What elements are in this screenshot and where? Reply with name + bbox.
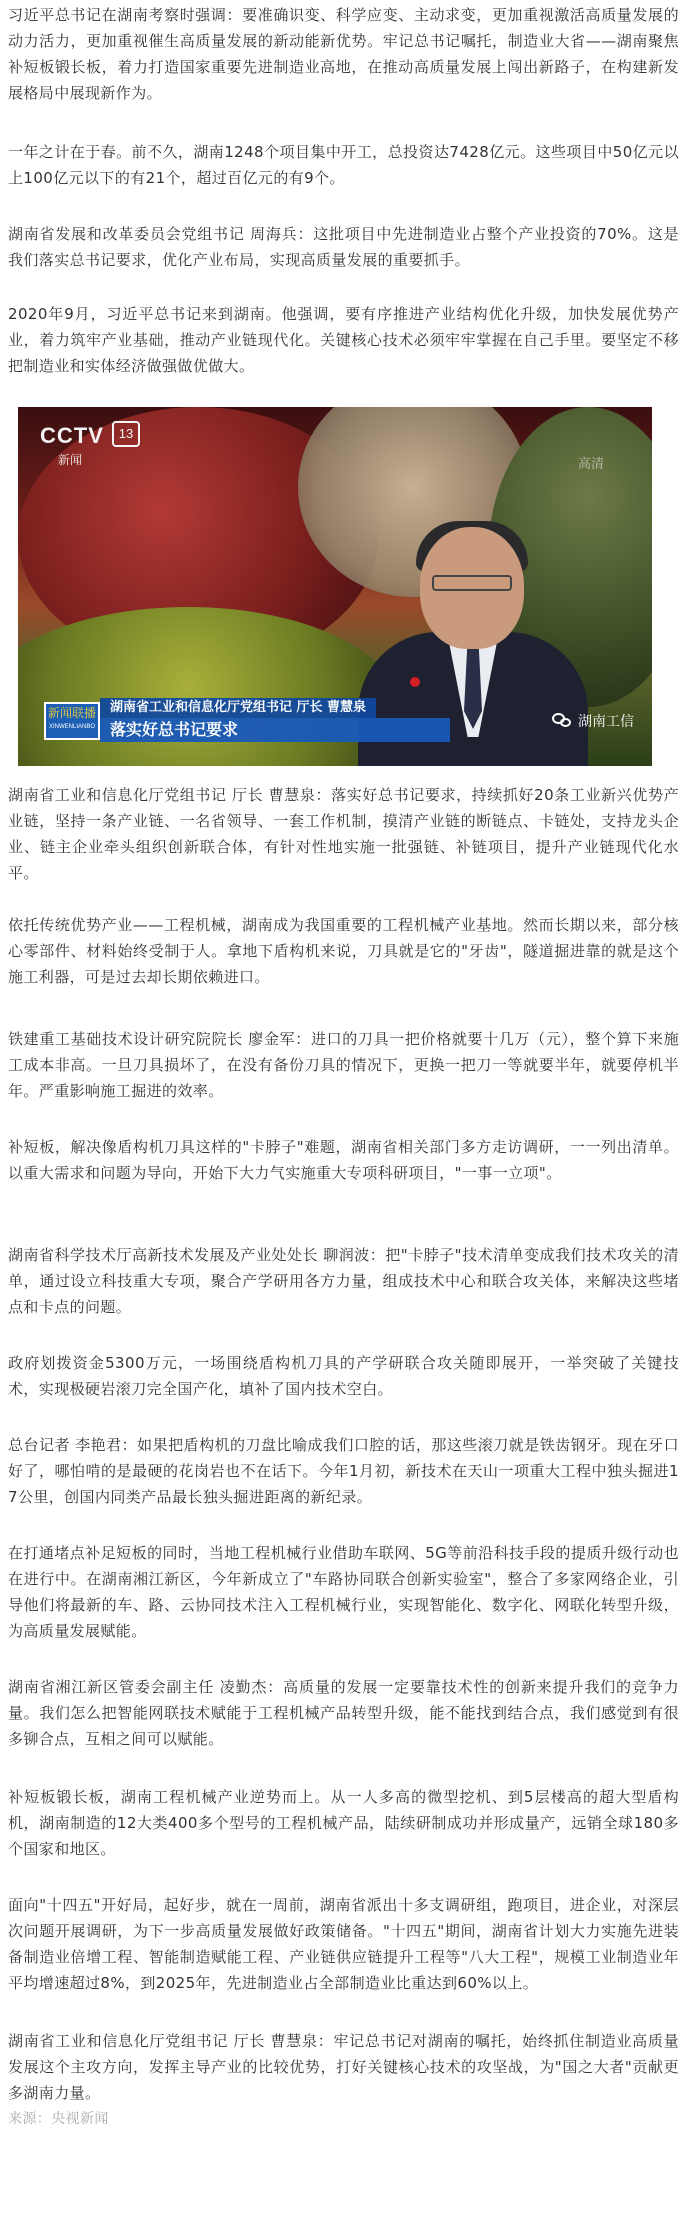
paragraph: 补短板，解决像盾构机刀具这样的"卡脖子"难题，湖南省相关部门多方走访调研，一一列出清单。以重大需求和问题为导向，开始下大力气实施重大专项科研项目，"一事一立项"。 [8,1138,679,1182]
paragraph: 湖南省湘江新区管委会副主任 凌勤杰：高质量的发展一定要靠技术性的创新来提升我们的竞争力量。我们怎么把智能网联技术赋能于工程机械产品转型升级，能不能找到结合点，我们感觉到有很多铆合点，互相之间可以赋能。 [8,1678,679,1748]
cctv-logo: CCTV [40,423,104,448]
channel-name: 新闻 [58,453,83,467]
paragraph: 习近平总书记在湖南考察时强调：要准确识变、科学应变、主动求变，更加重视激活高质量发展的动力活力，更加重视催生高质量发展的新动能新优势。牢记总书记嘱托，制造业大省——湖南聚焦补短板锻长板，着力打造国家重要先进制造业高地，在推动高质量发展上闯出新路子，在构建新发展格局中展现新作为。 [8,6,679,102]
article [0,0,693,407]
paragraph: 湖南省工业和信息化厅党组书记 厅长 曹慧泉：落实好总书记要求，持续抓好20条工业新兴优势产业链，坚持一条产业链、一名省领导、一套工作机制，摸清产业链的断链点、卡链处，支持龙头企业、链主企业牵头组织创新联合体，有针对性地实施一批强链、补链项目，提升产业链现代化水平。 [8,786,679,882]
news-video-still [18,407,652,766]
paragraph: 面向"十四五"开好局，起好步，就在一周前，湖南省派出十多支调研组，跑项目，进企业，对深层次问题开展调研，为下一步高质量发展做好政策储备。"十四五"期间，湖南省计划大力实施先进装备制造业倍增工程、智能制造赋能工程、产业链供应链提升工程等"八大工程"，规模工业制造业年平均增速超过8%，到2025年，先进制造业占全部制造业比重达到60%以上。 [8,1896,679,1992]
source-credit: 来源：央视新闻 [8,2111,109,2127]
paragraph: 总台记者 李艳君：如果把盾构机的刀盘比喻成我们口腔的话，那这些滚刀就是铁齿钢牙。现在牙口好了，哪怕啃的是最硬的花岗岩也不在话下。今年1月初，新技术在天山一项重大工程中独头掘进17公里，创国内同类产品最长独头掘进距离的新纪录。 [8,1436,679,1506]
channel-number: 13 [112,421,140,447]
hd-mark: 高清 [578,456,605,471]
party-pin-icon [410,677,420,687]
article-continued [0,782,693,2128]
paragraph: 铁建重工基础技术设计研究院院长 廖金军：进口的刀具一把价格就要十几万（元），整个算下来施工成本非高。一旦刀具损坏了，在没有备份刀具的情况下，更换一把刀一等就要半年，就要停机半年。严重影响施工掘进的效率。 [8,1030,679,1100]
caption-speaker-title: 湖南省工业和信息化厅党组书记 厅长 曹慧泉 [100,698,376,718]
paragraph: 一年之计在于春。前不久，湖南1248个项目集中开工，总投资达7428亿元。这些项目中50亿元以上100亿元以下的有21个，超过百亿元的有9个。 [8,143,679,187]
program-logo: 新闻联播 XINWENLIANBO [44,702,100,740]
wechat-icon [552,713,572,729]
paragraph: 在打通堵点补足短板的同时，当地工程机械行业借助车联网、5G等前沿科技手段的提质升级行动也在进行中。在湖南湘江新区，今年新成立了"车路协同联合创新实验室"，整合了多家网络企业，引导他们将最新的车、路、云协同技术注入工程机械行业，实现智能化、数字化、网联化转型升级，为高质量发展赋能。 [8,1544,679,1640]
paragraph: 2020年9月，习近平总书记来到湖南。他强调，要有序推进产业结构优化升级，加快发展优势产业，着力筑牢产业基础，推动产业链现代化。关键核心技术必须牢牢掌握在自己手里。要坚定不移把制造业和实体经济做强做优做大。 [8,305,679,375]
wechat-watermark: 湖南工信 [552,711,634,731]
caption-headline: 落实好总书记要求 [100,718,450,742]
paragraph: 政府划拨资金5300万元，一场围绕盾构机刀具的产学研联合攻关随即展开，一举突破了关键技术，实现极硬岩滚刀完全国产化，填补了国内技术空白。 [8,1354,679,1398]
paragraph: 湖南省科学技术厅高新技术发展及产业处处长 聊润波：把"卡脖子"技术清单变成我们技术攻关的清单，通过设立科技重大专项，聚合产学研用各方力量，组成技术中心和联合攻关体，来解决这些堵点和卡点的问题。 [8,1246,679,1316]
paragraph: 补短板锻长板，湖南工程机械产业逆势而上。从一人多高的微型挖机、到5层楼高的超大型盾构机，湖南制造的12大类400多个型号的工程机械产品，陆续研制成功并形成量产，远销全球180多个国家和地区。 [8,1788,679,1858]
background-shrubs [18,607,398,766]
paragraph: 依托传统优势产业——工程机械，湖南成为我国重要的工程机械产业基地。然而长期以来，部分核心零部件、材料始终受制于人。拿地下盾构机来说，刀具就是它的"牙齿"，隧道掘进靠的就是这个施工利器，可是过去却长期依赖进口。 [8,916,679,986]
paragraph: 湖南省工业和信息化厅党组书记 厅长 曹慧泉：牢记总书记对湖南的嘱托，始终抓住制造业高质量发展这个主攻方向，发挥主导产业的比较优势，打好关键核心技术的攻坚战，为"国之大者"贡献更多湖南力量。 [8,2032,679,2102]
paragraph: 湖南省发展和改革委员会党组书记 周海兵：这批项目中先进制造业占整个产业投资的70%。这是我们落实总书记要求，优化产业布局，实现高质量发展的重要抓手。 [8,225,679,269]
